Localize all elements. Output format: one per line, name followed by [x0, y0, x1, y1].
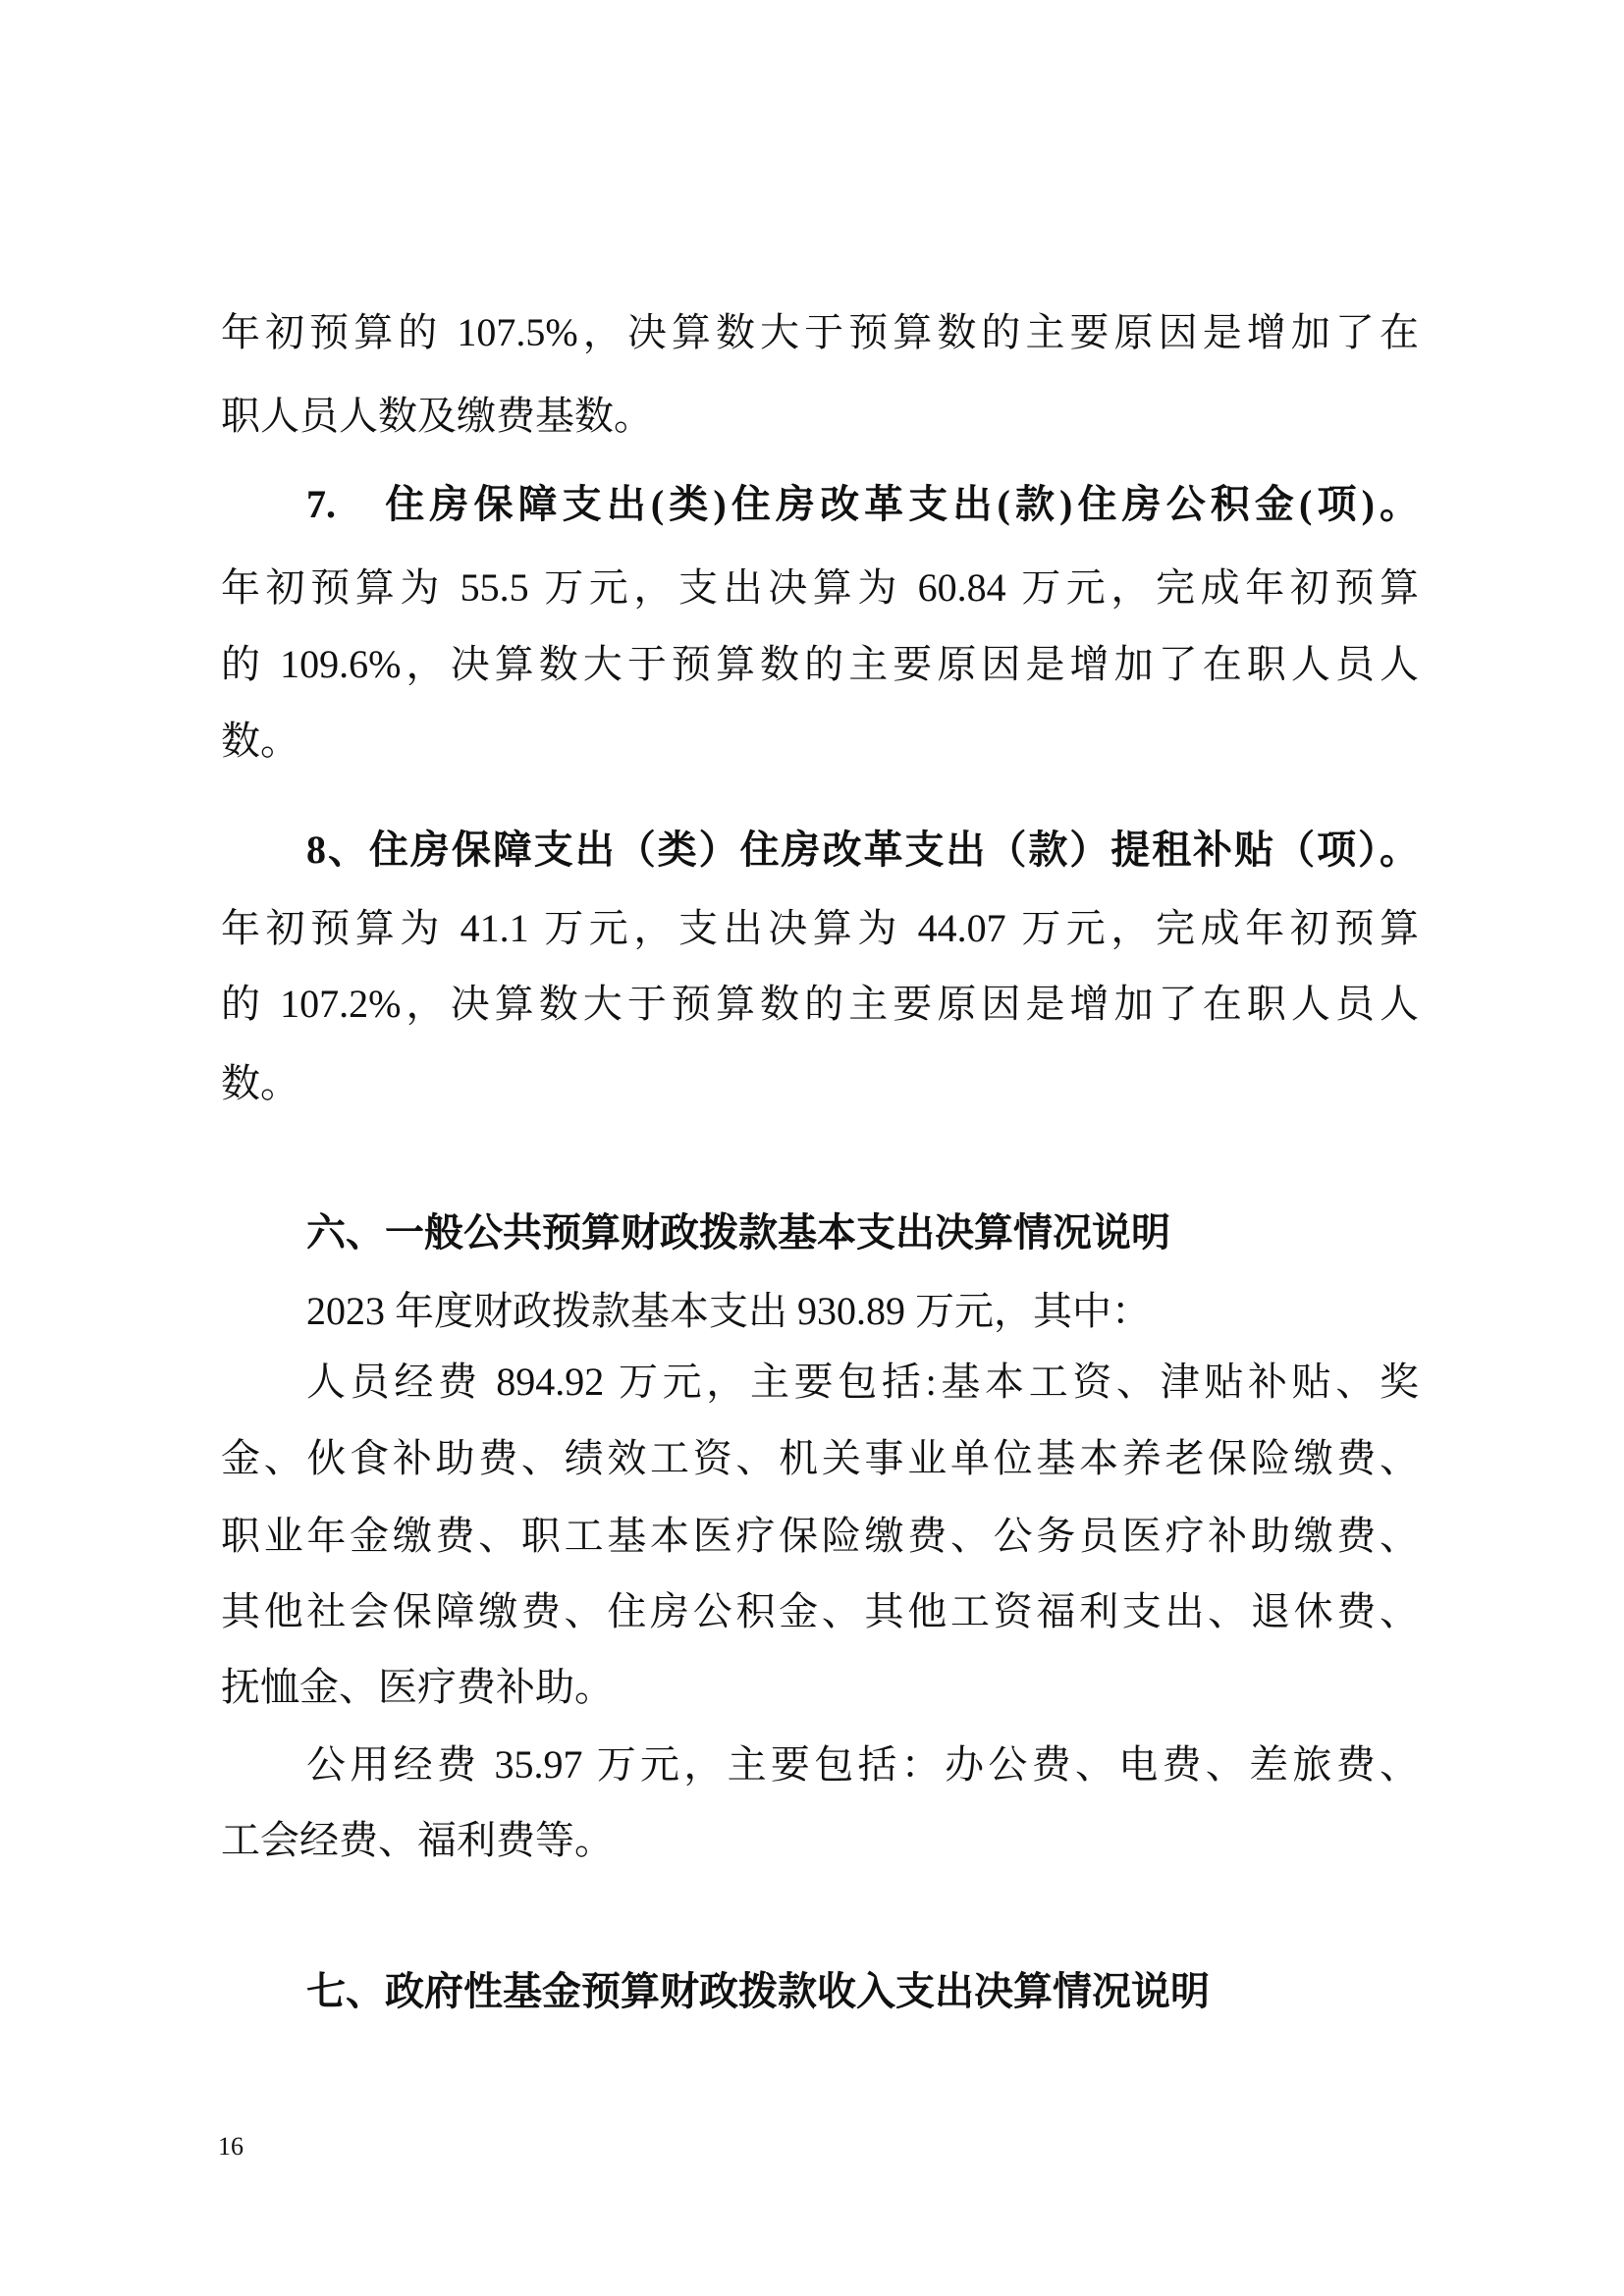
section-7-heading: 七、政府性基金预算财政拨款收入支出决算情况说明: [306, 1969, 1210, 2014]
paragraph-line: 年初预算的 107.5%，决算数大于预算数的主要原因是增加了在: [221, 310, 1419, 354]
paragraph-line: 工会经费、福利费等。: [221, 1818, 614, 1862]
paragraph-line: 数。: [221, 719, 299, 763]
paragraph-line: 人员经费 894.92 万元，主要包括:基本工资、津贴补贴、奖: [306, 1360, 1419, 1404]
item-8-heading: 8、住房保障支出（类）住房改革支出（款）提租补贴（项）。: [306, 828, 1419, 872]
paragraph-line: 职人员人数及缴费基数。: [221, 394, 653, 438]
paragraph-line: 的 107.2%，决算数大于预算数的主要原因是增加了在职人员人: [221, 982, 1419, 1026]
item-7-heading: 7. 住房保障支出(类)住房改革支出(款)住房公积金(项)。: [306, 482, 1419, 526]
paragraph-line: 金、伙食补助费、绩效工资、机关事业单位基本养老保险缴费、: [221, 1436, 1419, 1480]
paragraph-line: 年初预算为 41.1 万元，支出决算为 44.07 万元，完成年初预算: [221, 906, 1419, 950]
page-number: 16: [218, 2132, 244, 2161]
paragraph-line: 职业年金缴费、职工基本医疗保险缴费、公务员医疗补助缴费、: [221, 1514, 1419, 1558]
section-6-intro: 2023 年度财政拨款基本支出 930.89 万元，其中：: [306, 1289, 1151, 1333]
paragraph-line: 数。: [221, 1061, 299, 1105]
paragraph-line: 其他社会保障缴费、住房公积金、其他工资福利支出、退休费、: [221, 1589, 1419, 1633]
paragraph-line: 公用经费 35.97 万元，主要包括：办公费、电费、差旅费、: [306, 1742, 1419, 1787]
section-6-heading: 六、一般公共预算财政拨款基本支出决算情况说明: [306, 1210, 1170, 1255]
paragraph-line: 抚恤金、医疗费补助。: [221, 1665, 614, 1709]
paragraph-line: 年初预算为 55.5 万元，支出决算为 60.84 万元，完成年初预算: [221, 565, 1419, 610]
paragraph-line: 的 109.6%，决算数大于预算数的主要原因是增加了在职人员人: [221, 642, 1419, 686]
